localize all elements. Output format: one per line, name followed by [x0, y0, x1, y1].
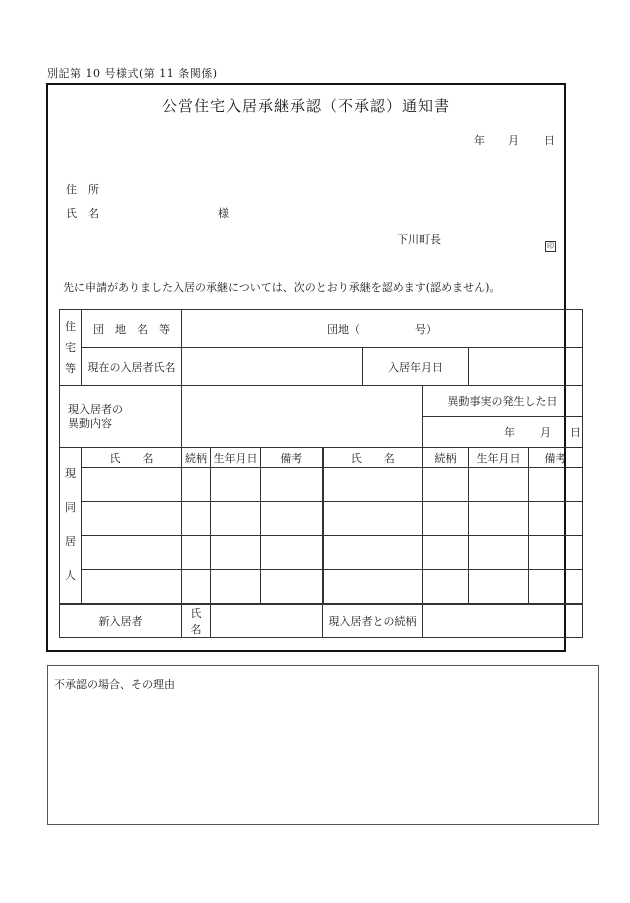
cohabitant-relation-header-2: 続柄: [423, 448, 469, 468]
cohabitant-row: [60, 468, 583, 502]
cohabitants-side-label: 現 同 居 人: [60, 448, 82, 604]
seal-text: 印: [547, 242, 554, 250]
relation-label: 現入居者との続柄: [323, 604, 423, 638]
date-month: 月: [508, 134, 519, 147]
cohabitant-birthdate-header: 生年月日: [211, 448, 261, 468]
page-title: 公営住宅入居承継承認（不承認）通知書: [161, 97, 450, 115]
date-year: 年: [474, 134, 485, 147]
seal-mark: [545, 233, 556, 252]
rejection-reason-label: 不承認の場合、その理由: [54, 678, 175, 691]
cohabitant-name-header-2: 氏 名: [323, 448, 423, 468]
complex-name-field[interactable]: 団地（ 号）: [182, 310, 583, 348]
cohabitant-relation-header: 続柄: [182, 448, 211, 468]
name-label: 氏 名: [66, 207, 99, 220]
move-in-date-label: 入居年月日: [363, 348, 469, 386]
new-resident-label: 新入居者: [60, 604, 182, 638]
honorific-label: 様: [218, 207, 229, 220]
relation-field[interactable]: [423, 604, 583, 638]
current-resident-field[interactable]: [182, 348, 363, 386]
issuer-label: 下川町長: [397, 233, 441, 246]
notice-form: [46, 83, 581, 652]
date-day: 日: [544, 134, 555, 147]
cohabitant-remarks-header: 備考: [261, 448, 323, 468]
address-label: 住 所: [66, 183, 99, 196]
cohabitant-row: [60, 502, 583, 536]
housing-table: [59, 309, 583, 638]
current-resident-label: 現在の入居者氏名: [82, 348, 182, 386]
cohabitant-row: [60, 570, 583, 604]
new-resident-name-field[interactable]: [211, 604, 323, 638]
cohabitant-birthdate-header-2: 生年月日: [469, 448, 529, 468]
notice-text: 先に申請がありました入居の承継については、次のとおり承継を認めます(認めません)。: [63, 281, 501, 294]
form-number-label: 別記第 10 号様式(第 11 条関係): [47, 67, 218, 80]
complex-name-label: 団 地 名 等: [82, 310, 182, 348]
occurrence-date-label: 異動事実の発生した日: [423, 386, 583, 417]
housing-side-label: 住 宅 等: [60, 310, 82, 386]
change-label: 現入居者の 異動内容: [60, 386, 182, 448]
cohabitant-name-header: 氏 名: [82, 448, 182, 468]
rejection-reason-box[interactable]: [47, 665, 599, 825]
move-in-date-field[interactable]: [469, 348, 583, 386]
cohabitant-row: [60, 536, 583, 570]
cohabitant-remarks-header-2: 備考: [529, 448, 583, 468]
new-resident-name-label: 氏 名: [182, 604, 211, 638]
change-details-field[interactable]: [182, 386, 423, 448]
occurrence-date-field[interactable]: 年 月 日: [423, 417, 583, 448]
